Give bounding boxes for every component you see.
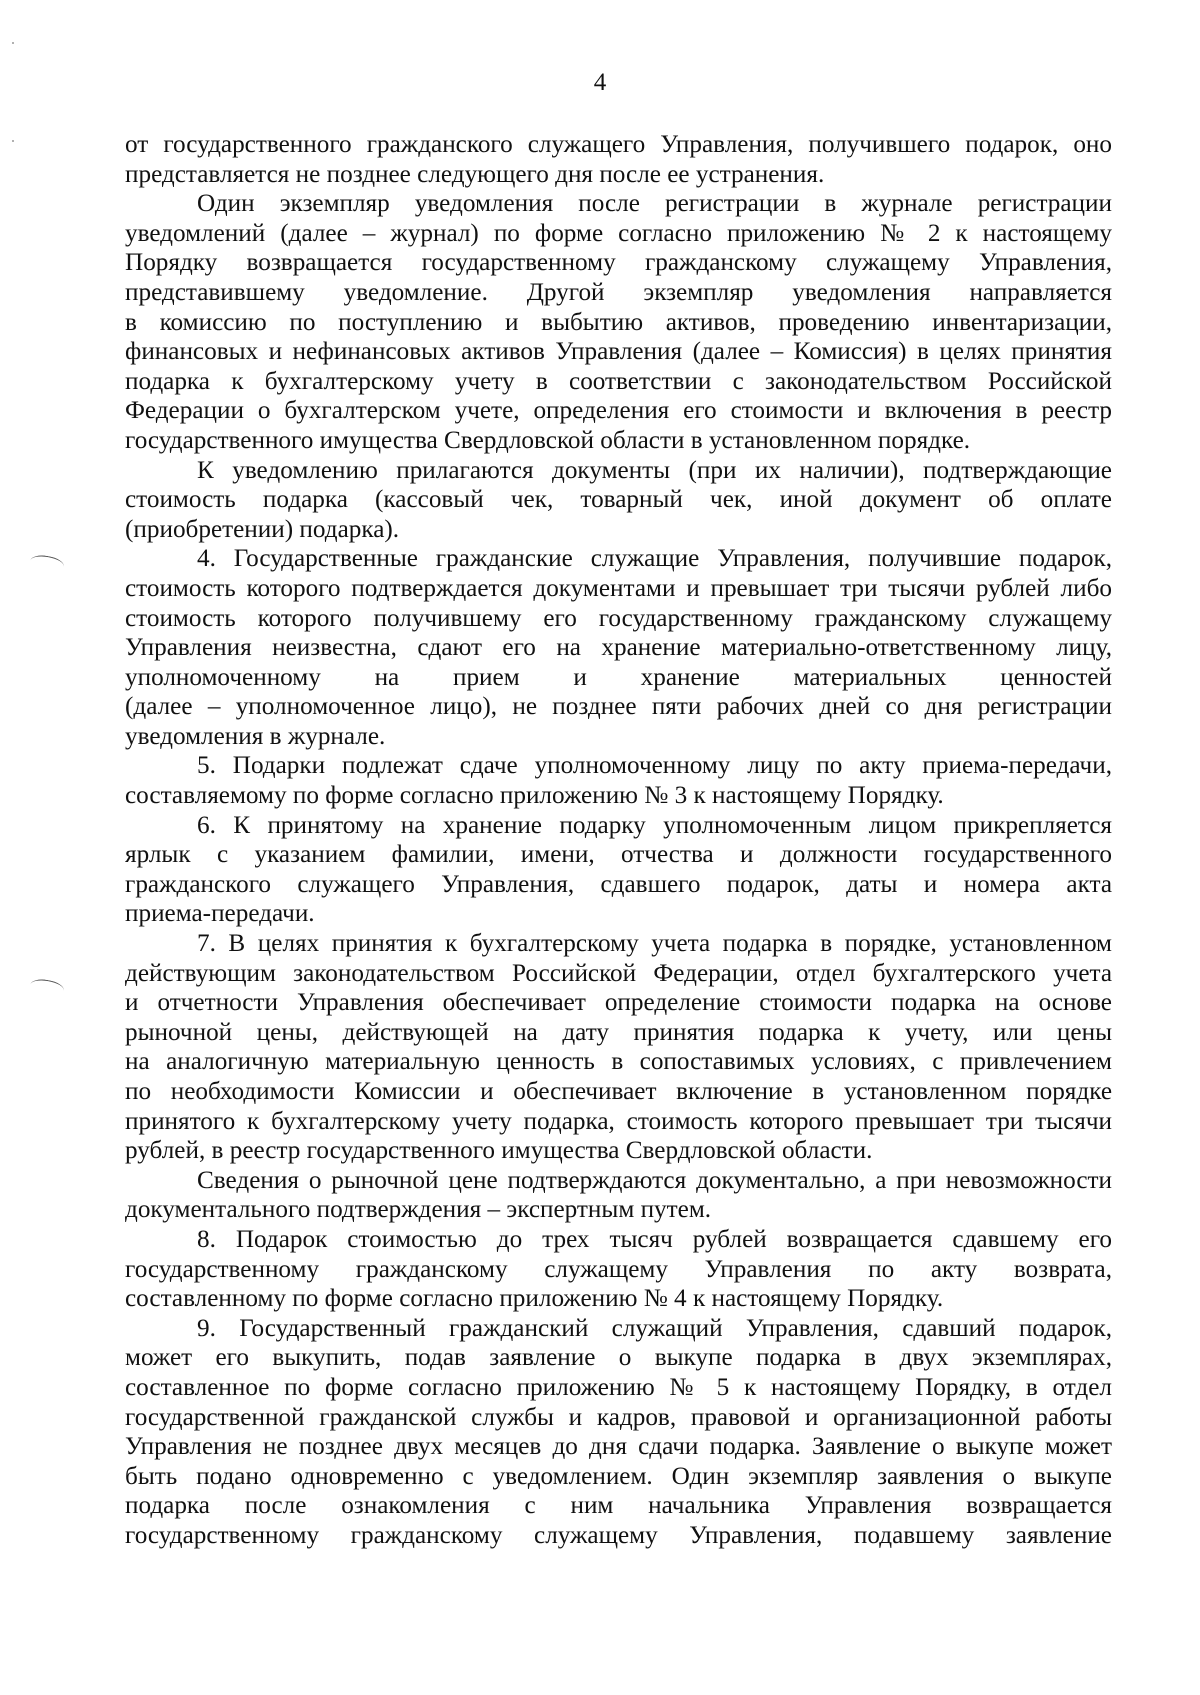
text-line: государственной гражданской службы и кадров, правовой и организационной работы [125,1403,1112,1431]
scan-margin-mark [29,553,65,574]
text-line: составленному по форме согласно приложению № 4 к настоящему Порядку. [125,1285,944,1313]
text-line: составленное по форме согласно приложению № 5 к настоящему Порядку, в отдел [125,1373,1112,1401]
text-line: 5. Подарки подлежат сдаче уполномоченному лицу по акту приема-передачи, [197,752,1112,780]
text-line: уполномоченному на прием и хранение материальных ценностей [125,663,1112,691]
text-line: Один экземпляр уведомления после регистрации в журнале регистрации [197,190,1112,218]
paragraph [125,1225,1112,1314]
text-line: 8. Подарок стоимостью до трех тысяч рублей возвращается сдавшему его [197,1225,1112,1253]
paragraph [125,811,1112,929]
text-line: государственному гражданскому служащему Управления, подавшему заявление [125,1521,1112,1549]
text-line: финансовых и нефинансовых активов Управления (далее – Комиссия) в целях принятия [125,338,1112,366]
text-line: быть подано одновременно с уведомлением. Один экземпляр заявления о выкупе [125,1462,1112,1490]
text-line: и отчетности Управления обеспечивает определение стоимости подарка на основе [125,989,1112,1017]
scan-edge-dot [12,42,14,44]
text-line: принятого к бухгалтерскому учету подарка, стоимость которого превышает три тысячи [125,1107,1112,1135]
text-line: ярлык с указанием фамилии, имени, отчества и должности государственного [125,841,1112,869]
text-line: 9. Государственный гражданский служащий Управления, сдавший подарок, [197,1314,1112,1342]
text-line: (приобретении) подарка). [125,515,400,543]
text-line: государственному гражданскому служащему Управления по акту возврата, [125,1255,1112,1283]
text-line: 7. В целях принятия к бухгалтерскому учета подарка в порядке, установленном [197,930,1112,958]
text-line: в комиссию по поступлению и выбытию активов, проведению инвентаризации, [125,308,1112,336]
text-line: подарка к бухгалтерскому учету в соответствии с законодательством Российской [125,367,1112,395]
text-line: Сведения о рыночной цене подтверждаются документально, а при невозможности [197,1166,1112,1194]
text-line: представившему уведомление. Другой экземпляр уведомления направляется [125,278,1112,306]
text-line: по необходимости Комиссии и обеспечивает включение в установленном порядке [125,1078,1112,1105]
text-line: от государственного гражданского служащего Управления, получившего подарок, оно [125,131,1112,158]
text-line: рублей, в реестр государственного имущества Свердловской области. [125,1137,873,1165]
document-body [125,130,1112,1551]
page-number: 4 [593,69,607,96]
text-line: на аналогичную материальную ценность в сопоставимых условиях, с привлечением [125,1048,1112,1076]
paragraph [125,189,1112,455]
text-line: К уведомлению прилагаются документы (при их наличии), подтверждающие [197,456,1112,484]
text-line: стоимость подарка (кассовый чек, товарный чек, иной документ об оплате [125,486,1112,514]
text-line: 6. К принятому на хранение подарку уполномоченным лицом прикрепляется [197,811,1112,839]
scan-margin-mark [29,977,65,998]
text-line: Управления неизвестна, сдают его на хранение материально-ответственному лицу, [125,634,1112,662]
scan-edge-dot [12,140,14,142]
paragraph [125,130,1112,189]
text-line: Порядку возвращается государственному гражданскому служащему Управления, [125,249,1112,277]
text-line: рыночной цены, действующей на дату принятия подарка к учету, или цены [125,1018,1112,1046]
text-line: составляемому по форме согласно приложению № 3 к настоящему Порядку. [125,782,944,810]
text-line: Федерации о бухгалтерском учете, определения его стоимости и включения в реестр [125,397,1112,425]
paragraph [125,1314,1112,1551]
text-line: приема-передачи. [125,900,315,928]
text-line: 4. Государственные гражданские служащие Управления, получившие подарок, [197,545,1112,573]
text-line: документального подтверждения – экспертным путем. [125,1196,712,1224]
text-line: государственного имущества Свердловской области в установленном порядке. [125,426,971,454]
text-line: действующим законодательством Российской Федерации, отдел бухгалтерского учета [125,959,1112,987]
text-line: (далее – уполномоченное лицо), не позднее пяти рабочих дней со дня регистрации [125,693,1112,721]
text-line: представляется не позднее следующего дня после ее устранения. [125,160,825,188]
paragraph [125,1166,1112,1225]
paragraph [125,456,1112,545]
text-line: стоимость которого подтверждается документами и превышает три тысячи рублей либо [125,574,1112,602]
text-line: стоимость которого получившему его государственному гражданскому служащему [125,604,1112,632]
text-line: уведомлений (далее – журнал) по форме согласно приложению № 2 к настоящему [125,219,1112,247]
text-line: может его выкупить, подав заявление о выкупе подарка в двух экземплярах, [125,1344,1112,1372]
paragraph [125,544,1112,751]
paragraph [125,751,1112,810]
text-line: подарка после ознакомления с ним начальника Управления возвращается [125,1492,1112,1520]
text-line: гражданского служащего Управления, сдавшего подарок, даты и номера акта [125,870,1112,898]
text-line: уведомления в журнале. [125,722,386,750]
paragraph [125,929,1112,1166]
text-line: Управления не позднее двух месяцев до дня сдачи подарка. Заявление о выкупе может [125,1433,1112,1461]
